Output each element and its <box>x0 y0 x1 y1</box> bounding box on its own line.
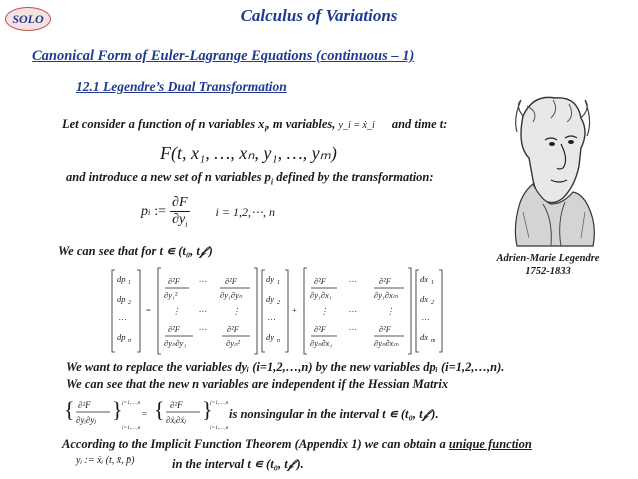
partial-fraction <box>170 195 189 229</box>
svg-text:1: 1 <box>277 280 280 286</box>
svg-text:1: 1 <box>431 280 434 286</box>
replace-line: We want to replace the variables dyᵢ (i=1,2,…,n) by the new variables dpᵢ (i=1,2,…,n). <box>66 360 505 374</box>
implicit-interval: in the interval t ∊ (t₀, t𝒻 ). <box>172 457 304 471</box>
svg-text:∂²F: ∂²F <box>168 324 180 334</box>
transformation-sub: i <box>270 177 274 187</box>
index-range: i = 1,2,⋯, n <box>215 204 275 219</box>
svg-text:∂y₁²: ∂y₁² <box>164 290 178 300</box>
intro-sub: i <box>264 124 267 134</box>
svg-text:=: = <box>142 409 148 419</box>
svg-text:…: … <box>268 312 276 322</box>
svg-text:∂y₁∂xₘ: ∂y₁∂xₘ <box>374 290 399 300</box>
svg-text:∂²F: ∂²F <box>227 324 239 334</box>
intro-text-a: Let consider a function of n variables x <box>62 117 265 131</box>
svg-text:∂yₙ∂x₁: ∂yₙ∂x₁ <box>310 338 333 348</box>
transformation-line <box>66 170 434 187</box>
svg-text:∂y₁∂yₙ: ∂y₁∂yₙ <box>220 290 243 300</box>
svg-text:∂²F: ∂²F <box>168 276 180 286</box>
nonsingular-line: is nonsingular in the interval t ∊ (t₀, t𝒻 ). <box>229 407 439 421</box>
svg-text:dx: dx <box>420 332 429 342</box>
svg-text:+: + <box>292 305 297 315</box>
page-subtitle: Canonical Form of Euler-Lagrange Equations (continuous – 1) <box>32 48 415 64</box>
page-title: Calculus of Variations <box>240 6 398 25</box>
svg-text:∂yₙ∂xₘ: ∂yₙ∂xₘ <box>374 338 399 348</box>
badge-label: SOLO <box>12 11 44 26</box>
svg-text:m: m <box>431 338 436 344</box>
svg-text:n: n <box>277 338 280 344</box>
svg-text:2: 2 <box>128 300 131 306</box>
hessian-line: We can see that the new n variables are independent if the Hessian Matrix <box>66 377 449 391</box>
svg-text:i=1,…,n: i=1,…,n <box>210 425 229 431</box>
denominator-text: ∂y <box>172 212 186 228</box>
svg-text:⋯: ⋯ <box>348 324 357 334</box>
svg-text:⋯: ⋯ <box>198 306 207 316</box>
intro-text-b: , m variables, <box>266 117 336 131</box>
svg-text:…: … <box>422 312 430 322</box>
svg-text:dp: dp <box>117 332 126 342</box>
svg-text:∂²F: ∂²F <box>314 276 326 286</box>
svg-text:dp: dp <box>117 294 126 304</box>
caption-years: 1752-1833 <box>525 266 571 277</box>
momentum-definition: p i := $\frac{\partial F}{\partial y_i}$ i = 1,2,⋯, n <box>141 195 275 229</box>
p-symbol: p <box>141 204 148 219</box>
svg-text:{: { <box>154 397 165 422</box>
svg-text:…: … <box>119 312 127 322</box>
svg-text:⋮: ⋮ <box>172 306 181 316</box>
implicit-function: yᵢ := ẋᵢ (t, x̄, p̄) <box>76 455 135 466</box>
svg-text:j=1,…,n: j=1,…,n <box>122 400 141 406</box>
intro-line <box>62 117 447 134</box>
svg-text:1: 1 <box>128 280 131 286</box>
svg-text:∂²F: ∂²F <box>379 276 391 286</box>
svg-text:dp: dp <box>117 274 126 284</box>
intro-text-c: and time t: <box>391 117 448 131</box>
svg-text:⋯: ⋯ <box>348 276 357 286</box>
svg-text:∂²F: ∂²F <box>314 324 326 334</box>
svg-text:2: 2 <box>431 300 434 306</box>
svg-text:∂yₙ∂y₁: ∂yₙ∂y₁ <box>164 338 187 348</box>
svg-text:⋯: ⋯ <box>348 306 357 316</box>
svg-text:n: n <box>128 338 131 344</box>
svg-text:dy: dy <box>266 274 275 284</box>
transformation-text-a: and introduce a new set of n variables p <box>66 170 271 184</box>
implicit-text: According to the Implicit Function Theorem (Appendix 1) we can obtain a <box>62 437 446 451</box>
svg-text:dy: dy <box>266 294 275 304</box>
svg-text:2: 2 <box>277 300 280 306</box>
function-equation: F(t, x₁, …, xₙ, y₁, …, yₘ) <box>160 143 337 163</box>
svg-text:dy: dy <box>266 332 275 342</box>
svg-text:⋯: ⋯ <box>198 276 207 286</box>
legendre-portrait <box>493 88 603 248</box>
svg-text:dx: dx <box>420 294 429 304</box>
svg-text:{: { <box>64 397 75 422</box>
svg-text:j=1,…,n: j=1,…,n <box>210 400 229 406</box>
svg-text:∂²F: ∂²F <box>379 324 391 334</box>
section-heading: 12.1 Legendre’s Dual Transformation <box>76 79 287 94</box>
svg-text:∂ẋᵢ∂ẋⱼ: ∂ẋᵢ∂ẋⱼ <box>166 415 186 425</box>
svg-text:∂y₁∂x₁: ∂y₁∂x₁ <box>310 290 332 300</box>
portrait-caption <box>478 252 618 278</box>
intro-math: y_i = ẋ_i <box>338 120 375 131</box>
interval-line: We can see that for t ∊ (t₀, t𝒻 ) <box>58 244 213 258</box>
implicit-theorem-line <box>62 437 532 452</box>
svg-text:⋮: ⋮ <box>232 306 241 316</box>
svg-text:∂yᵢ∂yⱼ: ∂yᵢ∂yⱼ <box>76 415 96 425</box>
define-symbol: := <box>154 204 167 219</box>
svg-text:⋮: ⋮ <box>320 306 329 316</box>
svg-text:}: } <box>112 397 123 422</box>
svg-text:∂²F: ∂²F <box>225 276 237 286</box>
svg-text:⋮: ⋮ <box>386 306 395 316</box>
fraction-denominator: $\partial y_i$ <box>172 212 188 229</box>
caption-name: Adrien-Marie Legendre <box>496 253 600 264</box>
fraction-numerator: ∂F <box>172 195 188 211</box>
transformation-text-b: defined by the transformation: <box>273 170 434 184</box>
svg-text:⋯: ⋯ <box>198 324 207 334</box>
svg-text:dx: dx <box>420 274 429 284</box>
svg-text:∂²F: ∂²F <box>78 400 91 410</box>
svg-text:=: = <box>146 305 151 315</box>
svg-text:∂yₙ²: ∂yₙ² <box>226 338 240 348</box>
svg-text:i=1,…,n: i=1,…,n <box>122 425 141 431</box>
svg-text:∂²F: ∂²F <box>170 400 183 410</box>
differential-matrix-equation <box>112 266 457 356</box>
unique-function-text: unique function <box>448 437 532 451</box>
hessian-equation <box>64 395 229 431</box>
svg-text:}: } <box>202 397 213 422</box>
